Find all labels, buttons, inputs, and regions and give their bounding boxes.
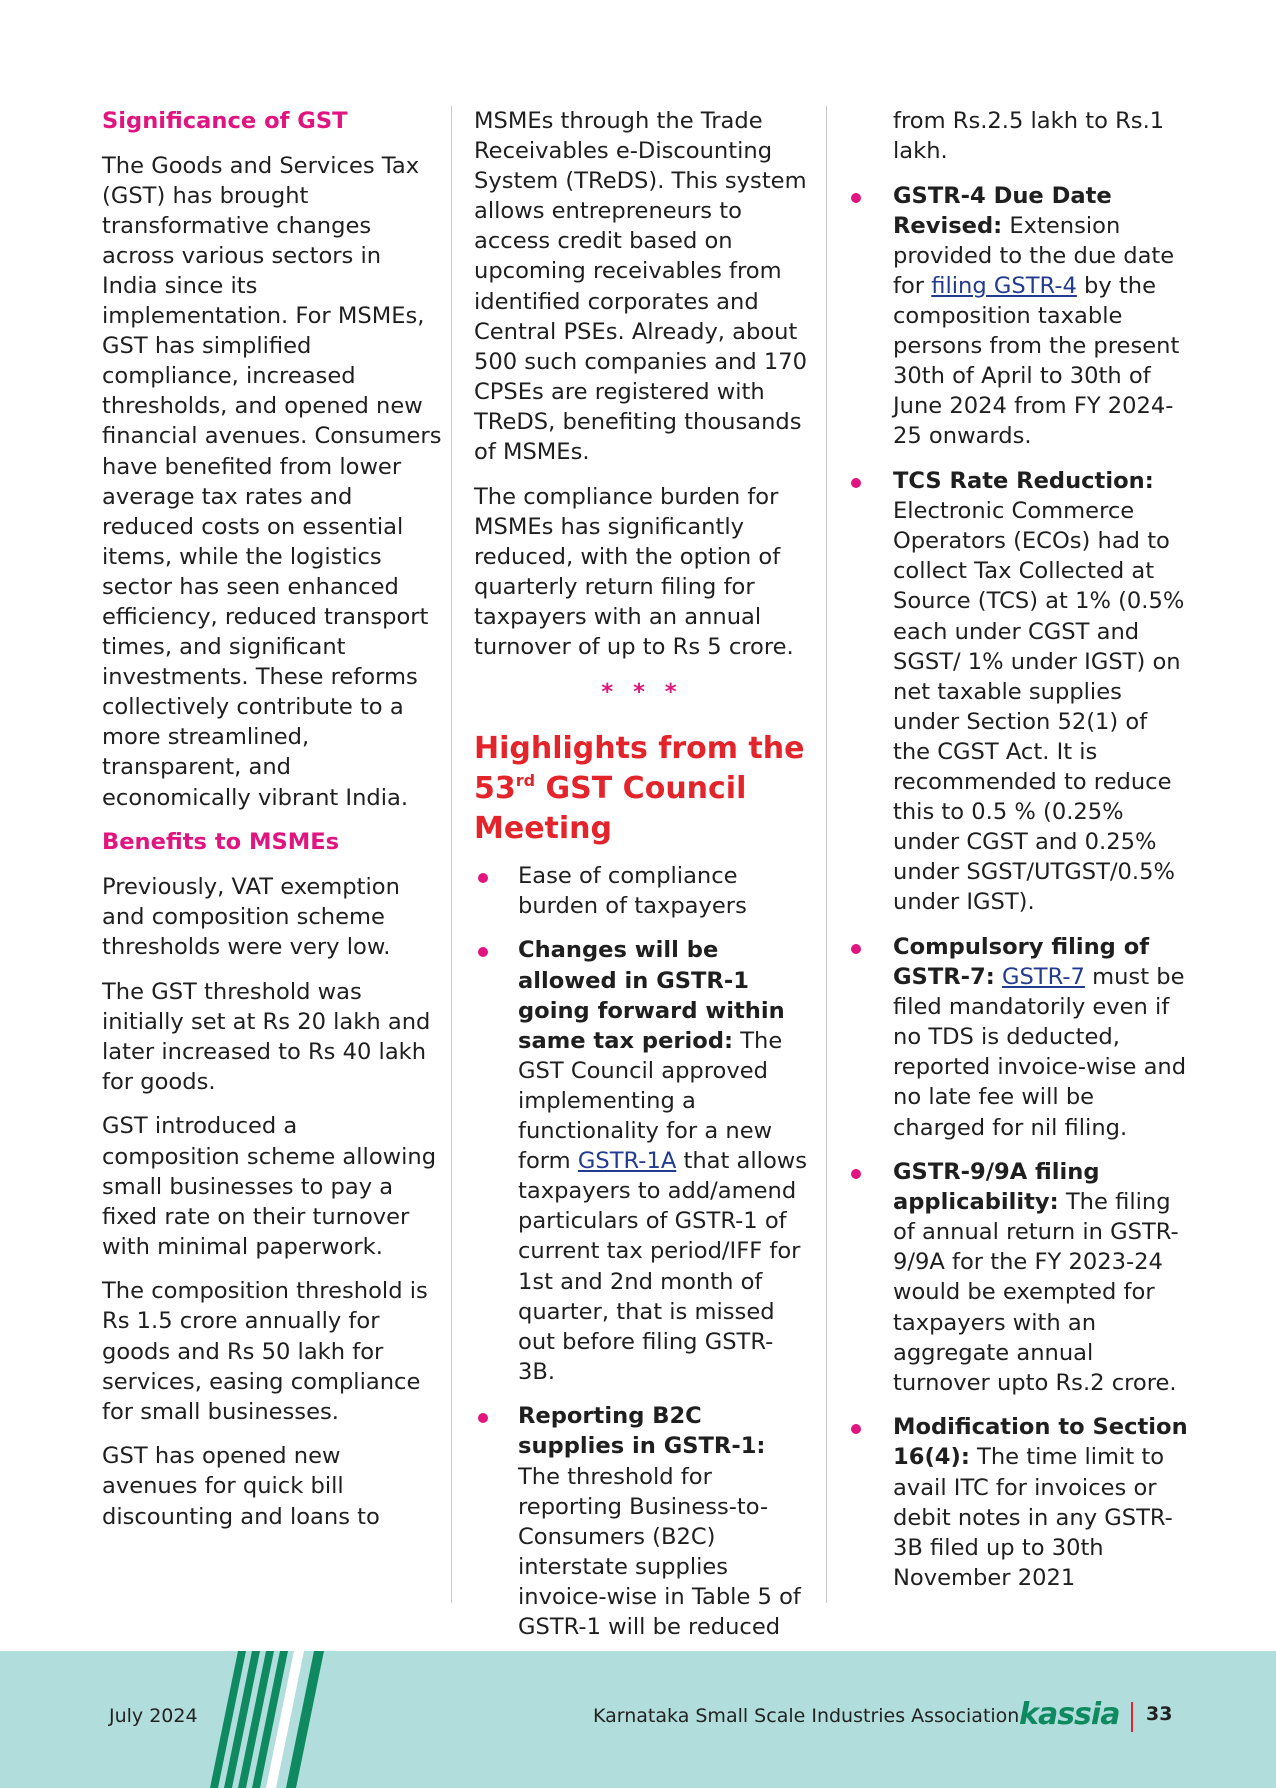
bullet-title: Compulsory filing of GSTR-7: [893, 933, 1150, 991]
paragraph-composition-threshold: The composition threshold is Rs 1.5 crore annually for goods and Rs 50 lakh for services, easing compliance for small businesses. [102, 1278, 428, 1425]
bullet-text: The filing of annual return in GSTR-9/9A for the FY 2023-24 would be exempted for taxpayers with an aggregate annual turnover upto Rs.2 crore. [893, 1189, 1179, 1396]
bullet-icon [478, 1413, 488, 1423]
paragraph-significance: The Goods and Services Tax (GST) has brought transformative changes across various sectors in India since its implementation. For MSMEs, GST has simplified compliance, increased thresholds, and opened new financial avenues. Consumers have benefited from lower average tax rates and reduced costs on essential items, while the logistics sector has seen enhanced efficiency, reduced transport times, and significant investments. These reforms collectively contribute to a more streamlined, transparent, and economically vibrant India. [102, 152, 442, 811]
bullet-icon [851, 478, 861, 488]
list-item [474, 1401, 810, 1642]
bullet-title: Reporting B2C supplies in GSTR-1: [518, 1403, 766, 1460]
bullet-text: The time limit to avail ITC for invoices or debit notes in any GSTR-3B filed up to 30th November 2021 [893, 1444, 1173, 1591]
paragraph-compliance-burden: The compliance burden for MSMEs has significantly reduced, with the option of quarterly return filing for taxpayers with an annual turnover of up to Rs 5 crore. [474, 483, 794, 661]
bullet-text: Ease of compliance burden of taxpayers [518, 862, 747, 919]
paragraph-bill-discounting: GST has opened new avenues for quick bill discounting and loans to [102, 1443, 380, 1530]
heading-gst-council-highlights [474, 729, 810, 849]
heading-ordinal-suffix: rd [515, 770, 536, 790]
column-right [845, 106, 1190, 1607]
paragraph-composition: GST introduced a composition scheme allowing small businesses to pay a fixed rate on their turnover with minimal paperwork. [102, 1113, 437, 1260]
list-item [845, 181, 1190, 452]
bullet-icon [851, 1424, 861, 1434]
section-separator-stars: * * * [601, 678, 683, 705]
bullet-text: Electronic Commerce Operators (ECOs) had to collect Tax Collected at Source (TCS) at 1% (0.5% each under CGST and SGST/ 1% under IGST) on net taxable supplies under Section 52(1) of the CGST Act. It is recommended to reduce this to 0.5 % (0.25% under CGST and 0.25% under SGST/UTGST/0.5% under IGST). [893, 498, 1185, 916]
column-divider [826, 106, 827, 1603]
heading-line-2: GST Council [545, 770, 747, 806]
footer-date: July 2024 [109, 1705, 198, 1727]
bullet-icon [851, 193, 861, 203]
bullet-icon [851, 1169, 861, 1179]
bullet-text: by the composition taxable persons from the present 30th of April to 30th of June 2024 from FY 2024-25 onwards. [893, 272, 1180, 450]
link-gstr-1a[interactable]: GSTR-1A [577, 1148, 677, 1175]
paragraph-treds: MSMEs through the Trade Receivables e-Discounting System (TReDS). This system allows entrepreneurs to access credit based on upcoming receivables from identified corporates and Central PSEs. Already, about 500 such companies and 170 CPSEs are registered with TReDS, benefiting thousands of MSMEs. [474, 108, 808, 466]
bullet-title: GSTR-4 Due Date Revised: [893, 182, 1112, 239]
heading-meeting-number: 53 [474, 770, 516, 806]
list-item [474, 861, 810, 921]
page-number: 33 [1146, 1703, 1173, 1725]
bullet-title: Modification to Section 16(4): [893, 1414, 1188, 1471]
paragraph-vat: Previously, VAT exemption and composition scheme thresholds were very low. [102, 873, 400, 960]
heading-line-3: Meeting [474, 810, 613, 846]
column-middle [474, 106, 810, 1657]
kassia-logo: kassia [1019, 1697, 1120, 1732]
bullet-icon [478, 947, 488, 957]
footer-divider [1131, 1702, 1133, 1732]
list-item [845, 932, 1190, 1143]
link-filing-gstr-4[interactable]: filing GSTR-4 [931, 272, 1077, 299]
column-left [102, 106, 442, 1546]
highlights-list [474, 861, 810, 1642]
bullet-title: TCS Rate Reduction: [893, 468, 1154, 495]
bullet-text: The threshold for reporting Business-to-Consumers (B2C) interstate supplies invoice-wise in Table 5 of GSTR-1 will be reduced [518, 1463, 801, 1641]
bullet-title: GSTR-9/9A filing applicability: [893, 1159, 1100, 1216]
list-item [845, 1412, 1190, 1593]
bullet-text: that allows taxpayers to add/amend particulars of GSTR-1 of current tax period/IFF for 1st and 2nd month of quarter, that is missed out before filing GSTR-3B. [518, 1148, 808, 1385]
page-footer [0, 1651, 1276, 1788]
heading-significance-of-gst: Significance of GST [102, 108, 348, 134]
paragraph-threshold: The GST threshold was initially set at Rs 20 lakh and later increased to Rs 40 lakh for goods. [102, 978, 431, 1095]
list-item [474, 935, 810, 1386]
column-divider [451, 106, 452, 1603]
bullet-continuation: from Rs.2.5 lakh to Rs.1 lakh. [893, 108, 1165, 165]
bullet-icon [478, 873, 488, 883]
link-gstr-7[interactable]: GSTR-7 [1001, 964, 1085, 991]
bullet-icon [851, 944, 861, 954]
highlights-list-continued [845, 181, 1190, 1593]
heading-benefits-to-msmes: Benefits to MSMEs [102, 829, 340, 856]
list-item [845, 1157, 1190, 1398]
heading-line-1: Highlights from the [474, 730, 805, 766]
list-item [845, 466, 1190, 917]
bullet-text: The GST Council approved implementing a functionality for a new form [518, 1027, 783, 1175]
bullet-text: must be filed mandatorily even if no TDS is deducted, reported invoice-wise and no late fee will be charged for nil filing. [893, 964, 1187, 1141]
bullet-title: Changes will be allowed in GSTR-1 going forward within same tax period: [518, 937, 785, 1054]
decorative-stripes-icon [200, 1651, 340, 1788]
footer-association-name: Karnataka Small Scale Industries Association [593, 1705, 1020, 1727]
bullet-text: Extension provided to the due date for [893, 212, 1175, 299]
